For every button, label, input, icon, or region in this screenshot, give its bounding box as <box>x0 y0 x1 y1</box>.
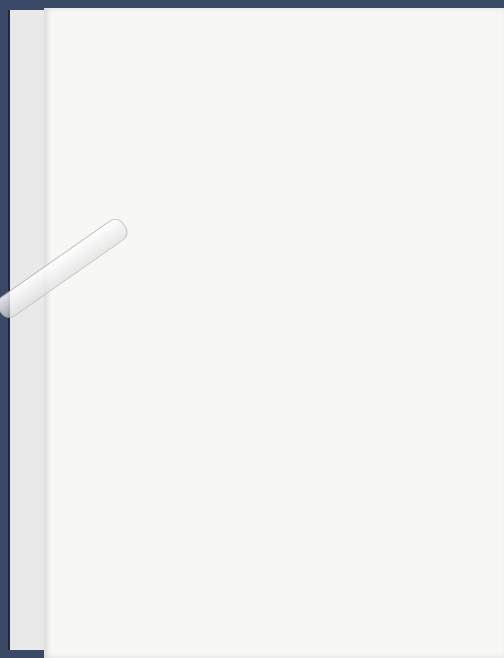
book-page <box>44 8 504 658</box>
